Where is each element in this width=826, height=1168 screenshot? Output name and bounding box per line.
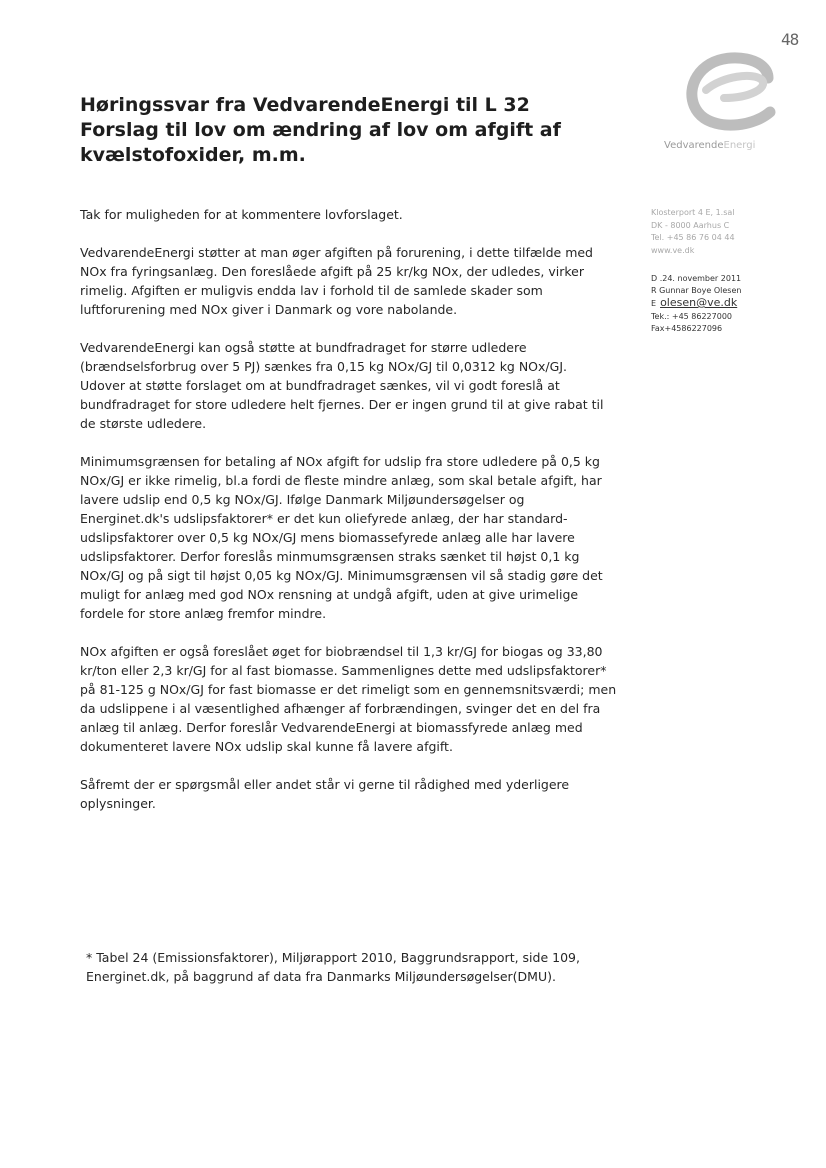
letter-date: D .24. november 2011 — [651, 274, 742, 283]
paragraph-bundfradrag — [80, 338, 650, 433]
email-label: E — [651, 299, 657, 308]
text-line: NOx/GJ og på sigt til højst 0,05 kg NOx/GJ. Minimumsgrænsen vil så stadig gøre det — [80, 568, 603, 583]
paragraph-minimumsgraense — [80, 452, 650, 623]
title-line: Høringssvar fra VedvarendeEnergi til L 32 — [80, 94, 530, 116]
sender-address-line: DK - 8000 Aarhus C — [651, 220, 730, 230]
text-line: Energinet.dk's udslipsfaktorer* er det kun oliefyrede anlæg, der har standard- — [80, 511, 568, 526]
vedvarende-energi-logo — [662, 50, 786, 160]
sender-email-link[interactable]: olesen@ve.dk — [660, 296, 738, 309]
logo-text-main: Vedvarende — [664, 140, 724, 151]
text-line: dokumenteret lavere NOx udslip skal kunne få lavere afgift. — [80, 739, 453, 754]
logo-swirl-icon — [670, 50, 780, 136]
paragraph-support — [80, 243, 650, 319]
sender-info — [651, 207, 811, 334]
text-line: Minimumsgrænsen for betaling af NOx afgift for udslip fra store udledere på 0,5 kg — [80, 454, 600, 469]
sender-website: www.ve.dk — [651, 245, 695, 255]
text-line: Tak for muligheden for at kommentere lovforslaget. — [80, 207, 403, 222]
sender-email-row — [651, 296, 811, 311]
text-line: anlæg til anlæg. Derfor foreslår VedvarendeEnergi at biomassfyrede anlæg med — [80, 720, 583, 735]
title-line: Forslag til lov om ændring af lov om afgift af — [80, 119, 561, 141]
footnote-line: * Tabel 24 (Emissionsfaktorer), Miljørapport 2010, Baggrundsrapport, side 109, — [86, 950, 580, 965]
text-line: på 81-125 g NOx/GJ for fast biomasse er det rimeligt som en gennemsnitsværdi; men — [80, 682, 617, 697]
page-number: 48 — [781, 30, 799, 49]
paragraph-biobraendsel — [80, 642, 650, 756]
text-line: de største udledere. — [80, 416, 207, 431]
text-line: oplysninger. — [80, 796, 156, 811]
logo-text-light: Energi — [723, 140, 756, 151]
paragraph-closing — [80, 775, 650, 813]
text-line: Udover at støtte forslaget om at bundfradraget sænkes, vil vi godt foreslå at — [80, 378, 560, 393]
letter-reference: R Gunnar Boye Olesen — [651, 285, 742, 295]
text-line: fordele for store anlæg fremfor mindre. — [80, 606, 327, 621]
text-line: NOx/GJ er ikke rimelig, bl.a fordi de fleste mindre anlæg, som skal betale afgift, har — [80, 473, 602, 488]
sender-address-line: Tel. +45 86 76 04 44 — [651, 233, 735, 242]
footnote-line: Energinet.dk, på baggrund af data fra Danmarks Miljøundersøgelser(DMU). — [86, 969, 556, 984]
letter-body — [80, 205, 650, 832]
text-line: luftforurening med NOx giver i Danmark og vore nabolande. — [80, 302, 458, 317]
text-line: Såfremt der er spørgsmål eller andet står vi gerne til rådighed med yderligere — [80, 777, 570, 792]
text-line: lavere udslip end 0,5 kg NOx/GJ. Ifølge Danmark Miljøundersøgelser og — [80, 492, 525, 507]
paragraph-intro — [80, 205, 650, 224]
text-line: (brændselsforbrug over 5 PJ) sænkes fra 0,15 kg NOx/GJ til 0,0312 kg NOx/GJ. — [80, 359, 567, 374]
sender-address-line: Klosterport 4 E, 1.sal — [651, 208, 735, 217]
text-line: udslipsfaktorer. Derfor foreslås minmumsgrænsen straks sænket til højst 0,1 kg — [80, 549, 580, 564]
logo-wordmark — [664, 140, 784, 151]
text-line: NOx fra fyringsanlæg. Den foreslåede afgift på 25 kr/kg NOx, der udledes, virker — [80, 264, 584, 279]
sender-fax: Fax+4586227096 — [651, 323, 723, 333]
document-title — [80, 93, 620, 168]
footnote — [86, 948, 646, 986]
sender-phone: Tek.: +45 86227000 — [651, 312, 733, 321]
text-line: muligt for anlæg med god NOx rensning at undgå afgift, uden at give urimelige — [80, 587, 579, 602]
text-line: da udslippene i al væsentlighed afhænger af forbrændingen, svinger det en del fra — [80, 701, 601, 716]
text-line: bundfradraget for store udledere helt fjernes. Der er ingen grund til at give rabat til — [80, 397, 604, 412]
text-line: NOx afgiften er også foreslået øget for biobrændsel til 1,3 kr/GJ for biogas og 33,80 — [80, 644, 603, 659]
text-line: VedvarendeEnergi kan også støtte at bundfradraget for større udledere — [80, 340, 527, 355]
text-line: kr/ton eller 2,3 kr/GJ for al fast biomasse. Sammenlignes dette med udslipsfaktorer* — [80, 663, 607, 678]
text-line: VedvarendeEnergi støtter at man øger afgiften på forurening, i dette tilfælde med — [80, 245, 593, 260]
title-line: kvælstofoxider, m.m. — [80, 144, 306, 166]
text-line: rimelig. Afgiften er muligvis endda lav i forhold til de samlede skader som — [80, 283, 543, 298]
text-line: udslipsfaktorer over 0,5 kg NOx/GJ mens biomassefyrede anlæg alle har lavere — [80, 530, 575, 545]
